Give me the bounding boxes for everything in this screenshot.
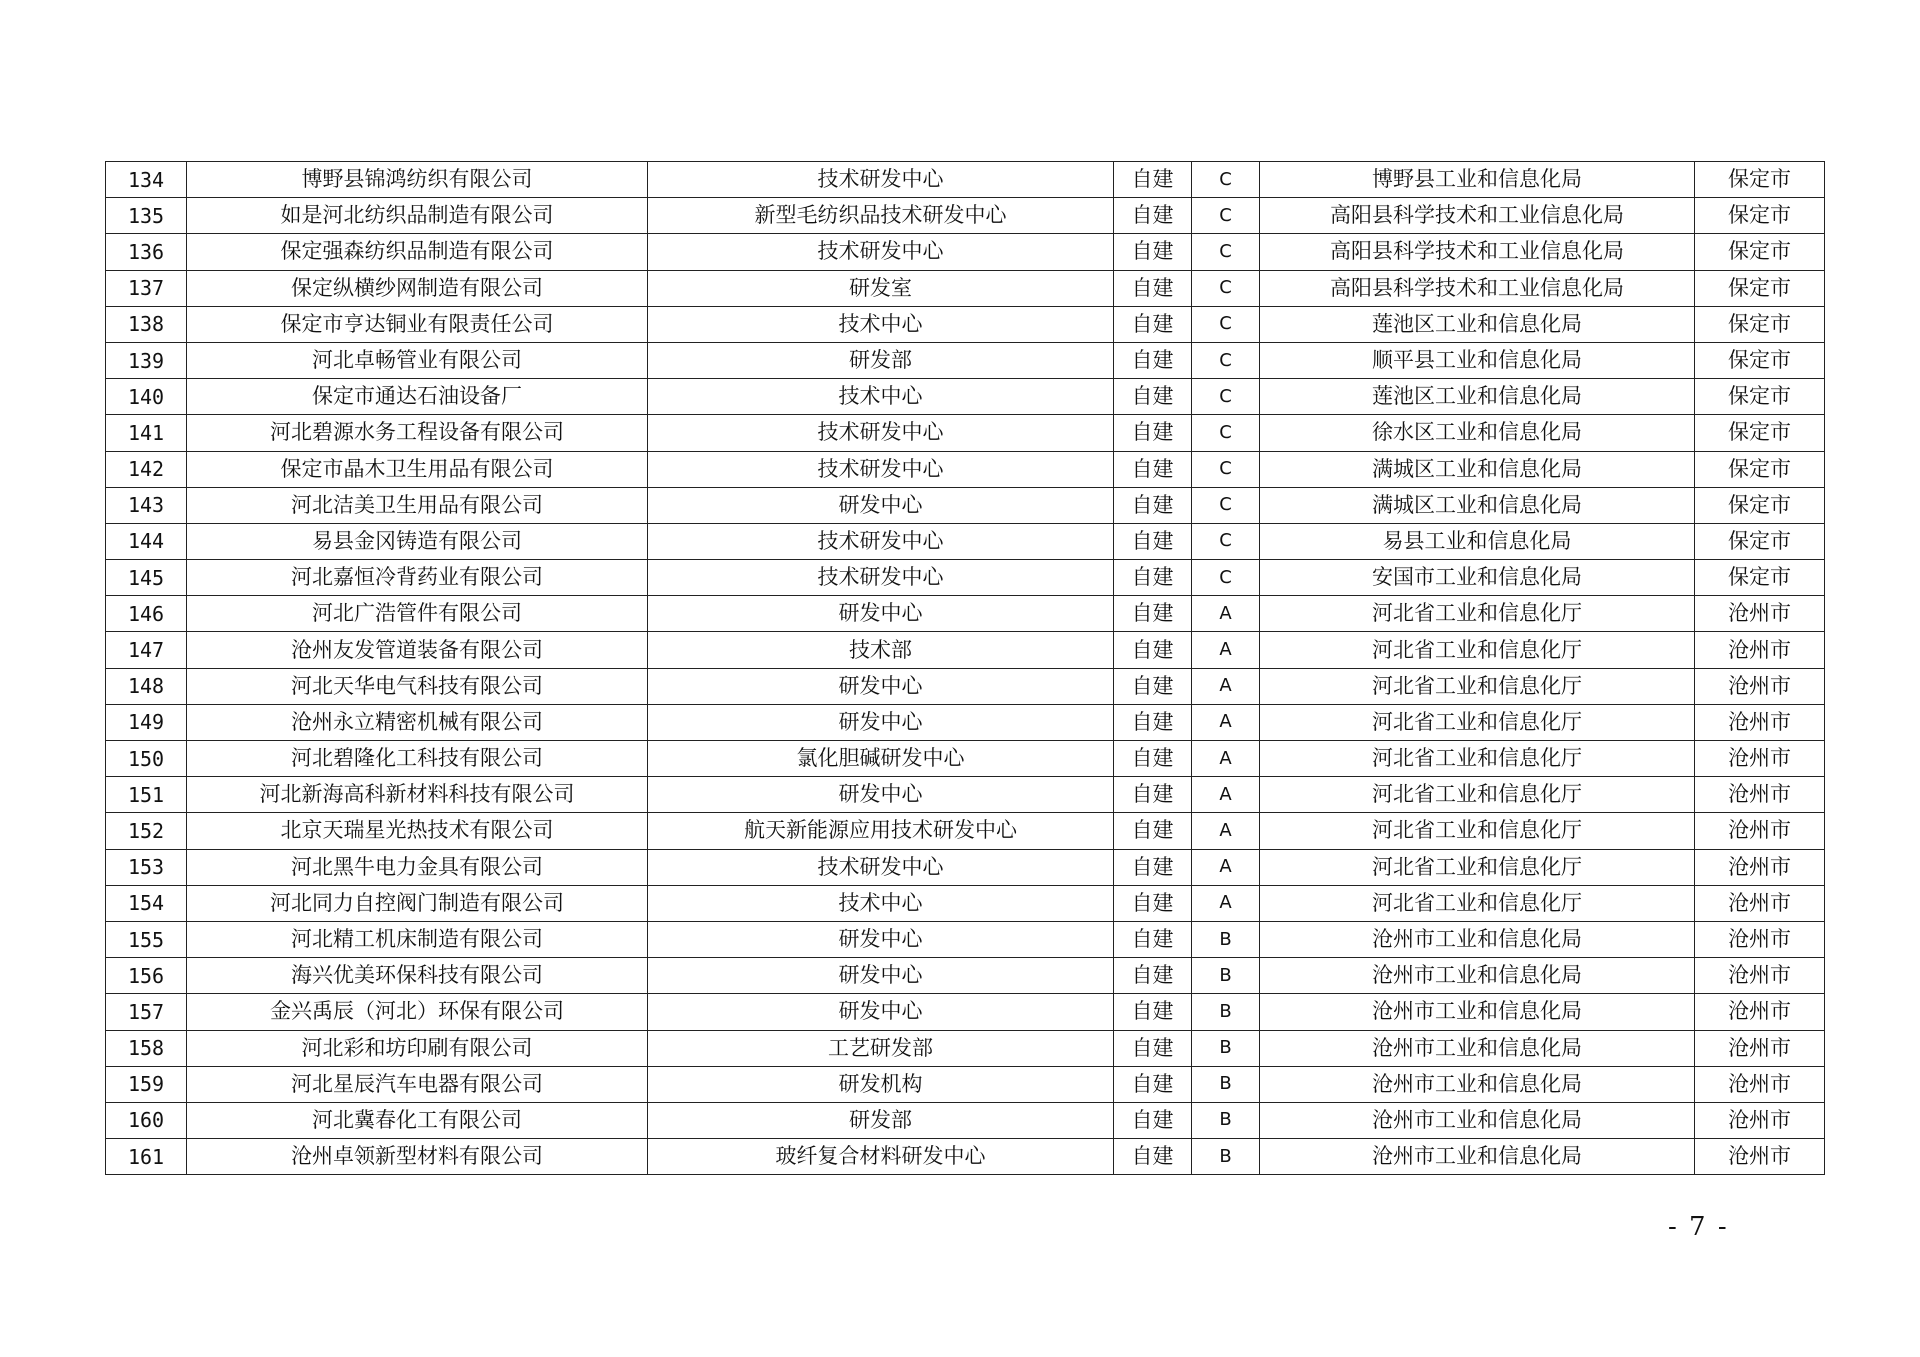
table-body bbox=[106, 162, 1825, 1175]
company-name-cell: 河北精工机床制造有限公司 bbox=[187, 921, 648, 957]
row-number-cell: 156 bbox=[106, 958, 187, 994]
recommending-unit-cell: 高阳县科学技术和工业信息化局 bbox=[1260, 234, 1695, 270]
table-row bbox=[106, 1030, 1825, 1066]
table-row bbox=[106, 270, 1825, 306]
rd-institution-cell: 技术研发中心 bbox=[648, 234, 1114, 270]
company-name-cell: 河北星辰汽车电器有限公司 bbox=[187, 1066, 648, 1102]
recommending-unit-cell: 高阳县科学技术和工业信息化局 bbox=[1260, 198, 1695, 234]
city-cell: 保定市 bbox=[1695, 379, 1825, 415]
construction-mode-cell: 自建 bbox=[1114, 1066, 1192, 1102]
city-cell: 沧州市 bbox=[1695, 958, 1825, 994]
table-row bbox=[106, 198, 1825, 234]
construction-mode-cell: 自建 bbox=[1114, 813, 1192, 849]
rd-institution-cell: 研发中心 bbox=[648, 704, 1114, 740]
company-name-cell: 河北嘉恒冷背药业有限公司 bbox=[187, 560, 648, 596]
table-row bbox=[106, 813, 1825, 849]
construction-mode-cell: 自建 bbox=[1114, 885, 1192, 921]
row-number-cell: 159 bbox=[106, 1066, 187, 1102]
city-cell: 保定市 bbox=[1695, 234, 1825, 270]
level-cell: C bbox=[1192, 415, 1260, 451]
row-number-cell: 144 bbox=[106, 523, 187, 559]
rd-institution-cell: 玻纤复合材料研发中心 bbox=[648, 1139, 1114, 1175]
table-row bbox=[106, 162, 1825, 198]
level-cell: B bbox=[1192, 1102, 1260, 1138]
row-number-cell: 134 bbox=[106, 162, 187, 198]
construction-mode-cell: 自建 bbox=[1114, 451, 1192, 487]
rd-institution-cell: 技术中心 bbox=[648, 306, 1114, 342]
table-row bbox=[106, 560, 1825, 596]
rd-institution-cell: 研发中心 bbox=[648, 921, 1114, 957]
level-cell: A bbox=[1192, 885, 1260, 921]
construction-mode-cell: 自建 bbox=[1114, 1139, 1192, 1175]
company-name-cell: 金兴禹辰（河北）环保有限公司 bbox=[187, 994, 648, 1030]
recommending-unit-cell: 安国市工业和信息化局 bbox=[1260, 560, 1695, 596]
company-name-cell: 沧州永立精密机械有限公司 bbox=[187, 704, 648, 740]
recommending-unit-cell: 沧州市工业和信息化局 bbox=[1260, 1066, 1695, 1102]
recommending-unit-cell: 沧州市工业和信息化局 bbox=[1260, 958, 1695, 994]
row-number-cell: 149 bbox=[106, 704, 187, 740]
enterprise-list-table bbox=[105, 161, 1825, 1175]
city-cell: 沧州市 bbox=[1695, 885, 1825, 921]
page-number: - 7 - bbox=[1668, 1212, 1729, 1242]
rd-institution-cell: 研发中心 bbox=[648, 994, 1114, 1030]
construction-mode-cell: 自建 bbox=[1114, 415, 1192, 451]
company-name-cell: 河北碧源水务工程设备有限公司 bbox=[187, 415, 648, 451]
table-row bbox=[106, 379, 1825, 415]
level-cell: C bbox=[1192, 451, 1260, 487]
rd-institution-cell: 工艺研发部 bbox=[648, 1030, 1114, 1066]
rd-institution-cell: 氯化胆碱研发中心 bbox=[648, 741, 1114, 777]
level-cell: A bbox=[1192, 741, 1260, 777]
company-name-cell: 河北卓畅管业有限公司 bbox=[187, 342, 648, 378]
construction-mode-cell: 自建 bbox=[1114, 270, 1192, 306]
company-name-cell: 沧州卓领新型材料有限公司 bbox=[187, 1139, 648, 1175]
level-cell: B bbox=[1192, 1030, 1260, 1066]
construction-mode-cell: 自建 bbox=[1114, 958, 1192, 994]
company-name-cell: 河北碧隆化工科技有限公司 bbox=[187, 741, 648, 777]
rd-institution-cell: 技术中心 bbox=[648, 885, 1114, 921]
construction-mode-cell: 自建 bbox=[1114, 777, 1192, 813]
rd-institution-cell: 技术部 bbox=[648, 632, 1114, 668]
table-row bbox=[106, 668, 1825, 704]
construction-mode-cell: 自建 bbox=[1114, 704, 1192, 740]
row-number-cell: 141 bbox=[106, 415, 187, 451]
table-row bbox=[106, 994, 1825, 1030]
row-number-cell: 143 bbox=[106, 487, 187, 523]
row-number-cell: 155 bbox=[106, 921, 187, 957]
rd-institution-cell: 研发中心 bbox=[648, 596, 1114, 632]
city-cell: 保定市 bbox=[1695, 560, 1825, 596]
city-cell: 沧州市 bbox=[1695, 921, 1825, 957]
row-number-cell: 138 bbox=[106, 306, 187, 342]
rd-institution-cell: 技术研发中心 bbox=[648, 162, 1114, 198]
company-name-cell: 保定强森纺织品制造有限公司 bbox=[187, 234, 648, 270]
recommending-unit-cell: 河北省工业和信息化厅 bbox=[1260, 668, 1695, 704]
city-cell: 沧州市 bbox=[1695, 777, 1825, 813]
recommending-unit-cell: 莲池区工业和信息化局 bbox=[1260, 306, 1695, 342]
row-number-cell: 148 bbox=[106, 668, 187, 704]
city-cell: 保定市 bbox=[1695, 487, 1825, 523]
table-row bbox=[106, 777, 1825, 813]
row-number-cell: 145 bbox=[106, 560, 187, 596]
row-number-cell: 139 bbox=[106, 342, 187, 378]
city-cell: 保定市 bbox=[1695, 415, 1825, 451]
recommending-unit-cell: 徐水区工业和信息化局 bbox=[1260, 415, 1695, 451]
construction-mode-cell: 自建 bbox=[1114, 342, 1192, 378]
table-row bbox=[106, 704, 1825, 740]
company-name-cell: 河北彩和坊印刷有限公司 bbox=[187, 1030, 648, 1066]
row-number-cell: 158 bbox=[106, 1030, 187, 1066]
recommending-unit-cell: 博野县工业和信息化局 bbox=[1260, 162, 1695, 198]
construction-mode-cell: 自建 bbox=[1114, 741, 1192, 777]
rd-institution-cell: 技术研发中心 bbox=[648, 523, 1114, 559]
row-number-cell: 154 bbox=[106, 885, 187, 921]
level-cell: C bbox=[1192, 379, 1260, 415]
city-cell: 保定市 bbox=[1695, 523, 1825, 559]
table-row bbox=[106, 415, 1825, 451]
construction-mode-cell: 自建 bbox=[1114, 162, 1192, 198]
company-name-cell: 博野县锦鸿纺织有限公司 bbox=[187, 162, 648, 198]
company-name-cell: 河北冀春化工有限公司 bbox=[187, 1102, 648, 1138]
level-cell: C bbox=[1192, 523, 1260, 559]
city-cell: 沧州市 bbox=[1695, 596, 1825, 632]
row-number-cell: 147 bbox=[106, 632, 187, 668]
construction-mode-cell: 自建 bbox=[1114, 849, 1192, 885]
company-name-cell: 保定纵横纱网制造有限公司 bbox=[187, 270, 648, 306]
recommending-unit-cell: 沧州市工业和信息化局 bbox=[1260, 921, 1695, 957]
recommending-unit-cell: 河北省工业和信息化厅 bbox=[1260, 885, 1695, 921]
recommending-unit-cell: 河北省工业和信息化厅 bbox=[1260, 596, 1695, 632]
rd-institution-cell: 技术中心 bbox=[648, 379, 1114, 415]
rd-institution-cell: 研发中心 bbox=[648, 958, 1114, 994]
level-cell: C bbox=[1192, 487, 1260, 523]
level-cell: A bbox=[1192, 704, 1260, 740]
table-row bbox=[106, 451, 1825, 487]
company-name-cell: 保定市晶木卫生用品有限公司 bbox=[187, 451, 648, 487]
recommending-unit-cell: 河北省工业和信息化厅 bbox=[1260, 704, 1695, 740]
recommending-unit-cell: 易县工业和信息化局 bbox=[1260, 523, 1695, 559]
rd-institution-cell: 研发中心 bbox=[648, 487, 1114, 523]
recommending-unit-cell: 沧州市工业和信息化局 bbox=[1260, 1139, 1695, 1175]
row-number-cell: 151 bbox=[106, 777, 187, 813]
construction-mode-cell: 自建 bbox=[1114, 596, 1192, 632]
table-row bbox=[106, 921, 1825, 957]
level-cell: B bbox=[1192, 958, 1260, 994]
level-cell: C bbox=[1192, 560, 1260, 596]
construction-mode-cell: 自建 bbox=[1114, 1030, 1192, 1066]
table-row bbox=[106, 1102, 1825, 1138]
construction-mode-cell: 自建 bbox=[1114, 1102, 1192, 1138]
level-cell: C bbox=[1192, 270, 1260, 306]
company-name-cell: 保定市通达石油设备厂 bbox=[187, 379, 648, 415]
city-cell: 保定市 bbox=[1695, 270, 1825, 306]
row-number-cell: 146 bbox=[106, 596, 187, 632]
company-name-cell: 北京天瑞星光热技术有限公司 bbox=[187, 813, 648, 849]
company-name-cell: 河北洁美卫生用品有限公司 bbox=[187, 487, 648, 523]
level-cell: B bbox=[1192, 1139, 1260, 1175]
recommending-unit-cell: 满城区工业和信息化局 bbox=[1260, 451, 1695, 487]
rd-institution-cell: 研发室 bbox=[648, 270, 1114, 306]
level-cell: A bbox=[1192, 813, 1260, 849]
row-number-cell: 142 bbox=[106, 451, 187, 487]
row-number-cell: 152 bbox=[106, 813, 187, 849]
construction-mode-cell: 自建 bbox=[1114, 921, 1192, 957]
rd-institution-cell: 航天新能源应用技术研发中心 bbox=[648, 813, 1114, 849]
row-number-cell: 157 bbox=[106, 994, 187, 1030]
table-row bbox=[106, 234, 1825, 270]
city-cell: 沧州市 bbox=[1695, 813, 1825, 849]
construction-mode-cell: 自建 bbox=[1114, 306, 1192, 342]
level-cell: A bbox=[1192, 668, 1260, 704]
recommending-unit-cell: 河北省工业和信息化厅 bbox=[1260, 849, 1695, 885]
company-name-cell: 河北同力自控阀门制造有限公司 bbox=[187, 885, 648, 921]
city-cell: 沧州市 bbox=[1695, 1139, 1825, 1175]
company-name-cell: 河北新海高科新材料科技有限公司 bbox=[187, 777, 648, 813]
table-row bbox=[106, 1139, 1825, 1175]
rd-institution-cell: 新型毛纺织品技术研发中心 bbox=[648, 198, 1114, 234]
table-row bbox=[106, 632, 1825, 668]
rd-institution-cell: 研发部 bbox=[648, 342, 1114, 378]
level-cell: A bbox=[1192, 632, 1260, 668]
recommending-unit-cell: 顺平县工业和信息化局 bbox=[1260, 342, 1695, 378]
rd-institution-cell: 技术研发中心 bbox=[648, 415, 1114, 451]
table-row bbox=[106, 342, 1825, 378]
recommending-unit-cell: 沧州市工业和信息化局 bbox=[1260, 994, 1695, 1030]
table-row bbox=[106, 885, 1825, 921]
table-row bbox=[106, 306, 1825, 342]
table-row bbox=[106, 523, 1825, 559]
rd-institution-cell: 研发中心 bbox=[648, 668, 1114, 704]
recommending-unit-cell: 河北省工业和信息化厅 bbox=[1260, 813, 1695, 849]
row-number-cell: 137 bbox=[106, 270, 187, 306]
recommending-unit-cell: 河北省工业和信息化厅 bbox=[1260, 632, 1695, 668]
level-cell: C bbox=[1192, 342, 1260, 378]
city-cell: 沧州市 bbox=[1695, 704, 1825, 740]
row-number-cell: 135 bbox=[106, 198, 187, 234]
company-name-cell: 易县金冈铸造有限公司 bbox=[187, 523, 648, 559]
construction-mode-cell: 自建 bbox=[1114, 994, 1192, 1030]
rd-institution-cell: 研发部 bbox=[648, 1102, 1114, 1138]
recommending-unit-cell: 沧州市工业和信息化局 bbox=[1260, 1102, 1695, 1138]
company-name-cell: 河北广浩管件有限公司 bbox=[187, 596, 648, 632]
construction-mode-cell: 自建 bbox=[1114, 487, 1192, 523]
table-row bbox=[106, 596, 1825, 632]
city-cell: 保定市 bbox=[1695, 198, 1825, 234]
construction-mode-cell: 自建 bbox=[1114, 523, 1192, 559]
city-cell: 沧州市 bbox=[1695, 1102, 1825, 1138]
table-row bbox=[106, 1066, 1825, 1102]
recommending-unit-cell: 河北省工业和信息化厅 bbox=[1260, 777, 1695, 813]
construction-mode-cell: 自建 bbox=[1114, 560, 1192, 596]
row-number-cell: 153 bbox=[106, 849, 187, 885]
recommending-unit-cell: 河北省工业和信息化厅 bbox=[1260, 741, 1695, 777]
rd-institution-cell: 研发中心 bbox=[648, 777, 1114, 813]
table-row bbox=[106, 487, 1825, 523]
city-cell: 沧州市 bbox=[1695, 668, 1825, 704]
recommending-unit-cell: 满城区工业和信息化局 bbox=[1260, 487, 1695, 523]
row-number-cell: 136 bbox=[106, 234, 187, 270]
construction-mode-cell: 自建 bbox=[1114, 632, 1192, 668]
table-row bbox=[106, 958, 1825, 994]
company-name-cell: 如是河北纺织品制造有限公司 bbox=[187, 198, 648, 234]
company-name-cell: 河北黑牛电力金具有限公司 bbox=[187, 849, 648, 885]
recommending-unit-cell: 莲池区工业和信息化局 bbox=[1260, 379, 1695, 415]
level-cell: C bbox=[1192, 234, 1260, 270]
construction-mode-cell: 自建 bbox=[1114, 668, 1192, 704]
level-cell: B bbox=[1192, 994, 1260, 1030]
city-cell: 沧州市 bbox=[1695, 994, 1825, 1030]
construction-mode-cell: 自建 bbox=[1114, 379, 1192, 415]
row-number-cell: 140 bbox=[106, 379, 187, 415]
company-name-cell: 沧州友发管道装备有限公司 bbox=[187, 632, 648, 668]
level-cell: A bbox=[1192, 777, 1260, 813]
construction-mode-cell: 自建 bbox=[1114, 234, 1192, 270]
rd-institution-cell: 技术研发中心 bbox=[648, 451, 1114, 487]
table-row bbox=[106, 849, 1825, 885]
rd-institution-cell: 技术研发中心 bbox=[648, 849, 1114, 885]
city-cell: 保定市 bbox=[1695, 306, 1825, 342]
level-cell: B bbox=[1192, 921, 1260, 957]
level-cell: C bbox=[1192, 306, 1260, 342]
city-cell: 保定市 bbox=[1695, 162, 1825, 198]
recommending-unit-cell: 沧州市工业和信息化局 bbox=[1260, 1030, 1695, 1066]
level-cell: A bbox=[1192, 849, 1260, 885]
level-cell: C bbox=[1192, 162, 1260, 198]
rd-institution-cell: 技术研发中心 bbox=[648, 560, 1114, 596]
city-cell: 保定市 bbox=[1695, 451, 1825, 487]
city-cell: 沧州市 bbox=[1695, 849, 1825, 885]
city-cell: 保定市 bbox=[1695, 342, 1825, 378]
row-number-cell: 150 bbox=[106, 741, 187, 777]
row-number-cell: 161 bbox=[106, 1139, 187, 1175]
city-cell: 沧州市 bbox=[1695, 632, 1825, 668]
level-cell: B bbox=[1192, 1066, 1260, 1102]
construction-mode-cell: 自建 bbox=[1114, 198, 1192, 234]
city-cell: 沧州市 bbox=[1695, 741, 1825, 777]
city-cell: 沧州市 bbox=[1695, 1030, 1825, 1066]
level-cell: C bbox=[1192, 198, 1260, 234]
city-cell: 沧州市 bbox=[1695, 1066, 1825, 1102]
company-name-cell: 保定市亨达铜业有限责任公司 bbox=[187, 306, 648, 342]
table-row bbox=[106, 741, 1825, 777]
level-cell: A bbox=[1192, 596, 1260, 632]
rd-institution-cell: 研发机构 bbox=[648, 1066, 1114, 1102]
recommending-unit-cell: 高阳县科学技术和工业信息化局 bbox=[1260, 270, 1695, 306]
company-name-cell: 海兴优美环保科技有限公司 bbox=[187, 958, 648, 994]
row-number-cell: 160 bbox=[106, 1102, 187, 1138]
company-name-cell: 河北天华电气科技有限公司 bbox=[187, 668, 648, 704]
